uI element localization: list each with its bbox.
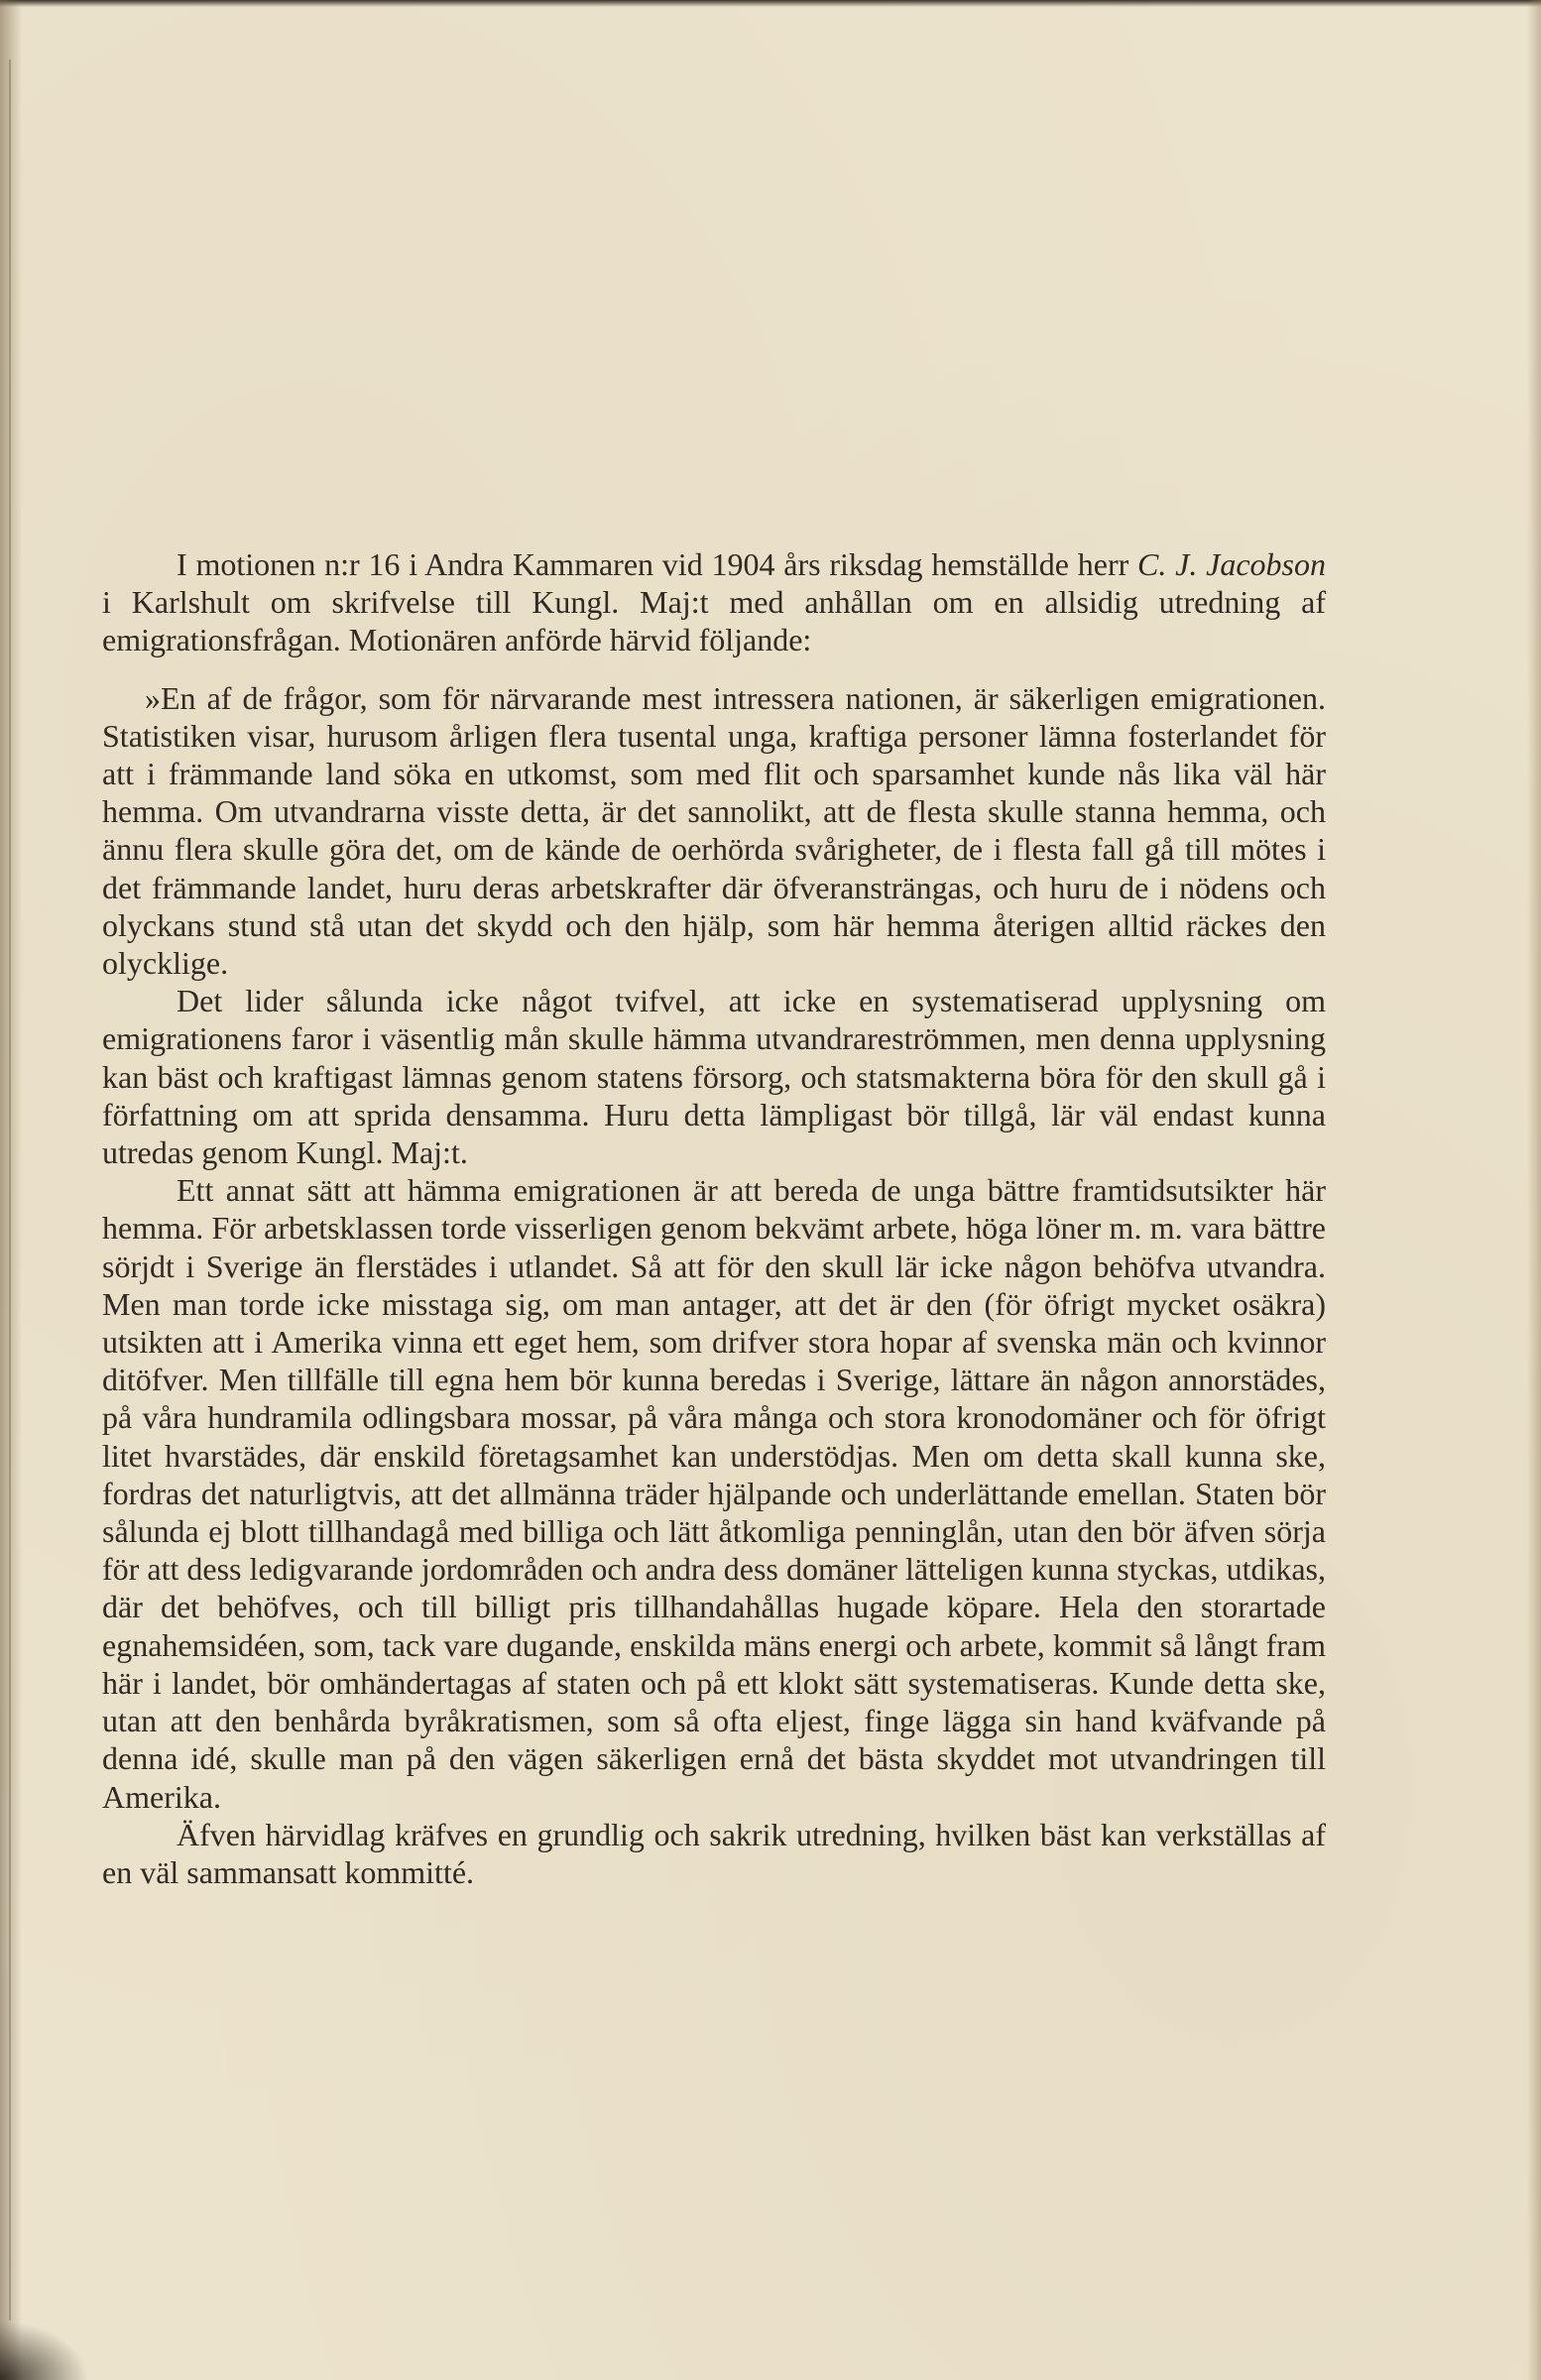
quoted-paragraph-3: Ett annat sätt att hämma emigrationen är att bereda de unga bättre framtidsutsikter här hemma. För arbetsklassen torde visserligen genom bekvämt arbete, höga löner m. m. vara bättre sörjdt i Sverige än flerstädes i utlandet. Så att för den skull lär icke någon behöfva utvandra. Men man torde icke misstaga sig, om man antager, att det är den (för öfrigt mycket osäkra) utsikten att i Amerika vinna ett eget hem, som drifver stora hopar af svenska män och kvinnor ditöfver. Men tillfälle till egna hem bör kunna beredas i Sverige, lättare än någon annorstädes, på våra hundramila odlingsbara mossar, på våra många och stora kronodomäner och för öfrigt litet hvarstädes, där enskild företagsamhet kan understödjas. Men om detta skall kunna ske, fordras det naturligtvis, att det allmänna träder hjälpande och underlättande emellan. Staten bör sålunda ej blott tillhandagå med billiga och lätt åtkomliga penninglån, utan den bör äfven sörja för att dess ledigvarande jordområden och andra dess domäner lätteligen kunna styckas, utdikas, där det behöfves, och till billigt pris tillhandahållas hugade köpare. Hela den storartade egnahemsidéen, som, tack vare dugande, enskilda mäns energi och arbete, kommit så långt fram här i landet, bör omhändertagas af staten och på ett klokt sätt systematiseras. Kunde detta ske, utan att den benhårda byråkratismen, som så ofta eljest, finge lägga sin hand kväfvande på denna idé, skulle man på den vägen säkerligen ernå det bästa skyddet mot utvandringen till Amerika. <box>102 1172 1326 1815</box>
corner-shadow <box>0 2320 89 2380</box>
binding-edge <box>0 0 22 2380</box>
intro-text-start: I motionen n:r 16 i Andra Kammaren vid 1904 års riksdag hemställde herr <box>177 546 1138 582</box>
quoted-paragraph-2: Det lider sålunda icke något tvifvel, att icke en systematiserad upplysning om emigrationens faror i väsentlig mån skulle hämma utvandrareströmmen, men denna upplysning kan bäst och kraftigast lämnas genom statens försorg, och statsmakterna böra för den skull gå i författning om att sprida densamma. Huru detta lämpligast bör tillgå, lär väl endast kunna utredas genom Kungl. Maj:t. <box>102 983 1326 1171</box>
body-text <box>102 545 1326 1891</box>
page-right-edge <box>1527 0 1541 2380</box>
quoted-paragraph-1: »En af de frågor, som för närvarande mest intressera nationen, är säkerligen emigrationen. Statistiken visar, hurusom årligen flera tusental unga, kraftiga personer lämna fosterlandet för att i främmande land söka en utkomst, som med flit och sparsamhet kunde nås lika väl här hemma. Om utvandrarna visste detta, är det sannolikt, att de flesta skulle stanna hemma, och ännu flera skulle göra det, om de kände de oerhörda svårigheter, de i flesta fall gå till mötes i det främmande landet, huru deras arbetskrafter där öfveransträngas, och huru de i nödens och olyckans stund stå utan det skydd och den hjälp, som här hemma återigen alltid räckes den olycklige. <box>102 679 1326 982</box>
quoted-paragraph-4: Äfven härvidlag kräfves en grundlig och sakrik utredning, hvilken bäst kan verkställas af en väl sammansatt kommitté. <box>102 1816 1326 1890</box>
person-name: C. J. Jacobson <box>1137 546 1326 582</box>
page-top-edge <box>0 0 1541 7</box>
intro-paragraph <box>102 545 1326 659</box>
intro-text-end: i Karlshult om skrifvelse till Kungl. Maj:t med anhållan om en allsidig utredning af emigrationsfrågan. Motionären anförde härvid följande: <box>102 584 1326 658</box>
